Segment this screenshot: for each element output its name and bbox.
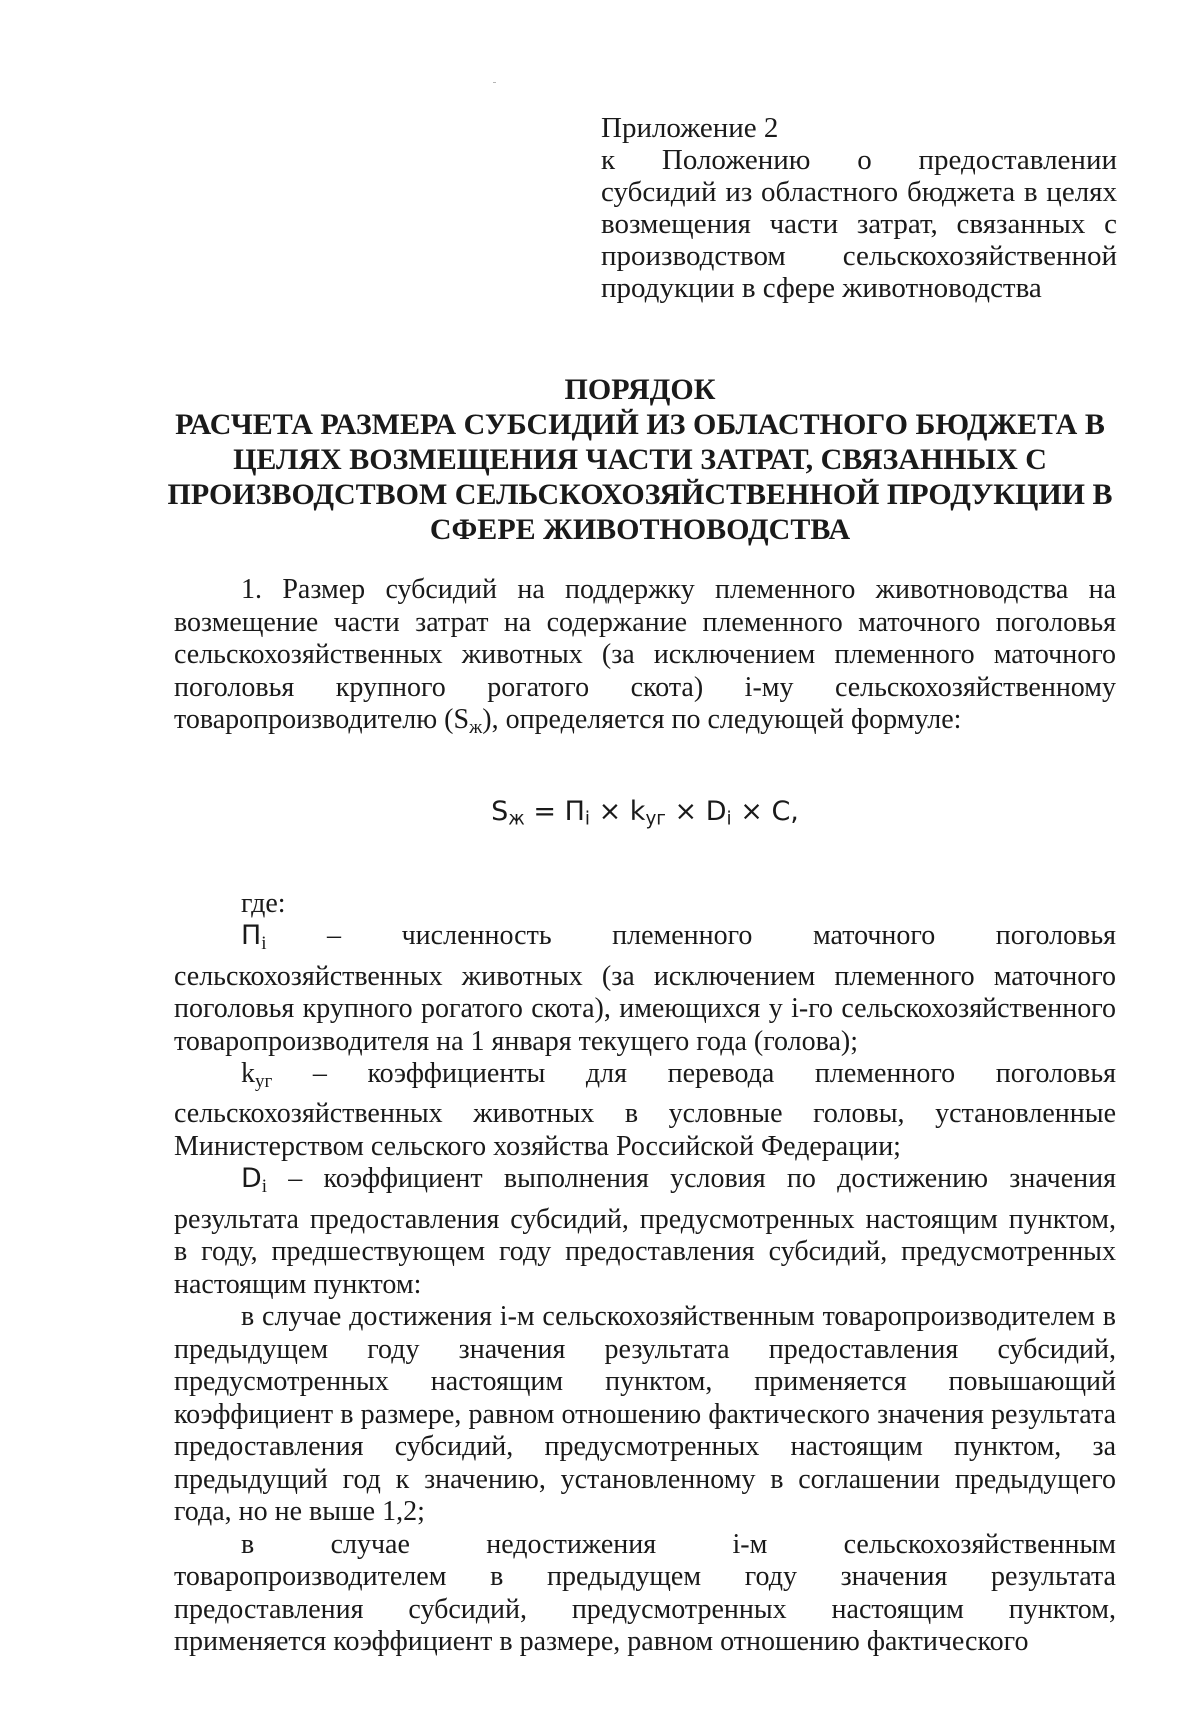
title-line-1: ПОРЯДОК: [564, 373, 716, 406]
formula-tail: × C,: [731, 796, 799, 828]
formula-eq-p: = П: [524, 796, 585, 828]
formula-times-d: × D: [665, 796, 727, 828]
title-line-3: ЦЕЛЯХ ВОЗМЕЩЕНИЯ ЧАСТИ ЗАТРАТ, СВЯЗАННЫХ С: [233, 443, 1047, 476]
definition-p-text: – численность племенного маточного поголовья сельскохозяйственных животных (за исключением племенного маточного поголовья крупного рогатого скота), имеющихся у i-го сельскохозяйственного товаропроизводителя на 1 января текущего года (голова);: [174, 920, 1116, 1057]
definition-d-text: – коэффициент выполнения условия по достижению значения результата предоставления субсидий, предусмотренных настоящим пунктом, в году, предшествующем году предоставления субсидий, предусмотренных настоящим пунктом:: [174, 1163, 1116, 1300]
title-line-5: СФЕРЕ ЖИВОТНОВОДСТВА: [429, 513, 851, 546]
annex-header: [601, 112, 1117, 304]
annex-body: к Положению о предоставлении субсидий из областного бюджета в целях возмещения части затрат, связанных с производством сельскохозяйственной продукции в сфере животноводства: [601, 144, 1117, 304]
definition-k-symbol: k: [241, 1058, 255, 1090]
paragraph-1-subscript: ж: [469, 716, 483, 738]
definition-k: [174, 1058, 1116, 1163]
definition-p-symbol: П: [241, 920, 262, 952]
definition-p-sub: i: [261, 933, 267, 955]
case-not-achieved: в случае недостижения i-м сельскохозяйственным товаропроизводителем в предыдущем году значения результата предоставления субсидий, предусмотренных настоящим пунктом, применяется коэффициент в размере, равном отношению фактического: [174, 1528, 1116, 1658]
formula-d-sub: i: [726, 808, 732, 830]
formula-s-sub: ж: [508, 808, 525, 830]
definition-d-sub: i: [261, 1176, 267, 1198]
formula-p-sub: i: [584, 808, 590, 830]
definition-k-text: – коэффициенты для перевода племенного поголовья сельскохозяйственных животных в условные головы, установленные Министерством сельского хозяйства Российской Федерации;: [174, 1058, 1116, 1162]
paragraph-1-text: 1. Размер субсидий на поддержку племенного животноводства на возмещение части затрат на содержание племенного маточного поголовья сельскохозяйственных животных (за исключением племенного маточного поголовья крупного рогатого скота) i-му сельскохозяйственному товаропроизводителю (S: [174, 574, 1116, 735]
title-line-2: РАСЧЕТА РАЗМЕРА СУБСИДИЙ ИЗ ОБЛАСТНОГО БЮДЖЕТА В: [175, 408, 1105, 441]
title-line-4: ПРОИЗВОДСТВОМ СЕЛЬСКОХОЗЯЙСТВЕННОЙ ПРОДУКЦИИ В: [167, 478, 1113, 511]
document-body: [174, 574, 1116, 1659]
paragraph-1-tail: ), определяется по следующей формуле:: [482, 704, 962, 735]
document-title: [160, 372, 1120, 547]
scan-speck: [493, 82, 496, 83]
annex-label: Приложение 2: [601, 112, 779, 144]
definition-d: [174, 1163, 1116, 1301]
formula-s: S: [491, 796, 509, 828]
definition-d-symbol: D: [241, 1163, 262, 1195]
formula-k-sub: уг: [645, 808, 666, 830]
where-label: где:: [241, 887, 286, 919]
formula: [174, 796, 1116, 836]
case-achieved: в случае достижения i-м сельскохозяйственным товаропроизводителем в предыдущем году значения результата предоставления субсидий, предусмотренных настоящим пунктом, применяется повышающий коэффициент в размере, равном отношению фактического значения результата предоставления субсидий, предусмотренных настоящим пунктом, за предыдущий год к значению, установленному в соглашении предыдущего года, но не выше 1,2;: [174, 1301, 1116, 1528]
definition-k-sub: уг: [255, 1070, 273, 1092]
formula-times-k: × k: [590, 796, 646, 828]
paragraph-1: [174, 574, 1116, 744]
definition-p: [174, 920, 1116, 1058]
